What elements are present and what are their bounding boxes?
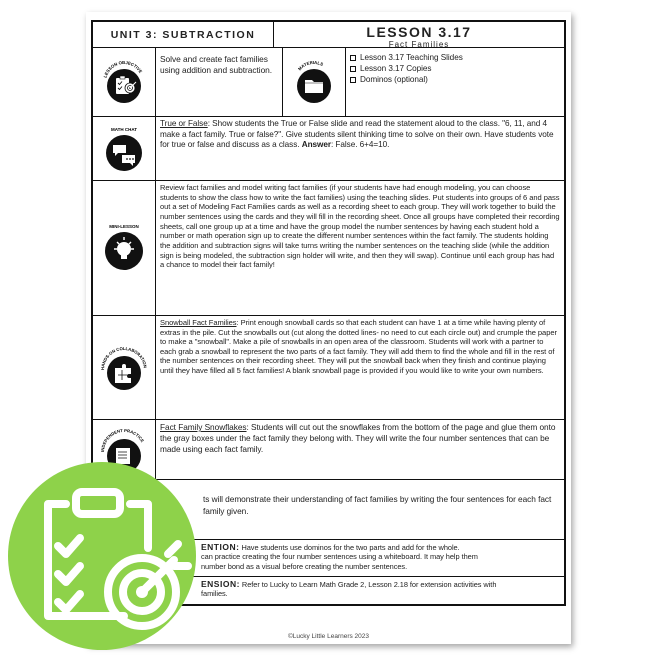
materials-icon <box>287 55 341 109</box>
svg-text:MINI-LESSON: MINI-LESSON <box>109 224 139 229</box>
checkbox-icon <box>350 77 356 83</box>
hands-on-title: Snowball Fact Families <box>160 318 237 327</box>
mini-lesson-row <box>93 181 564 316</box>
hands-on-text: Snowball Fact Families: Print enough snowball cards so that each student can have 1 at a time while having plenty of extras in the pile. Cut the snowballs out (cut along the dotted lines- no need to cut each circle out) and crumple the paper to make a "snowball". Make a pile of snowballs in an open area of the classroom. Students will work with a partner to each grab a snowball to represent the two parts of a fact family. They will add them to find the whole and fill in the rest of the number sentences on their recording sheet. They will put the snowball back when they finish and continue playing until they have filled all 5 fact families! A blank snowball page is provided if you would like to write your own numbers. <box>160 318 557 375</box>
extension-text: ENSION: Refer to Lucky to Learn Math Grade 2, Lesson 2.18 for extension activities with families. <box>201 579 497 599</box>
independent-practice-text: Fact Family Snowflakes: Students will cut out the snowflakes from the bottom of the page and glue them onto the gray boxes under the fact family they belong with. They will write the four number sentences that can be made using each fact family. <box>160 422 556 454</box>
objective-icon-cell <box>93 48 156 116</box>
lesson-title-block <box>274 22 564 47</box>
materials-icon-cell <box>283 48 346 116</box>
svg-text:LESSON OBJECTIVE: LESSON OBJECTIVE <box>102 59 144 79</box>
unit-title: UNIT 3: SUBTRACTION <box>93 22 274 47</box>
header-row <box>93 22 564 48</box>
copyright-footer: ©Lucky Little Learners 2023 <box>287 633 370 640</box>
intervention-label: ENTION: <box>201 542 240 552</box>
svg-text:MATH CHAT: MATH CHAT <box>110 126 138 132</box>
svg-text:MATERIALS: MATERIALS <box>296 59 325 72</box>
chat-bubbles-icon <box>97 122 151 176</box>
lightbulb-icon <box>96 220 152 276</box>
materials-item: Lesson 3.17 Copies <box>350 63 560 74</box>
hands-on-icon-cell <box>93 316 156 419</box>
math-chat-title: True or False <box>160 119 208 128</box>
materials-list <box>346 48 564 116</box>
materials-item: Lesson 3.17 Teaching Slides <box>350 52 560 63</box>
objective-row <box>93 48 564 117</box>
lesson-topic: Fact Families <box>388 40 450 49</box>
intervention-text: ENTION: Have students use dominos for the two parts and add for the whole. can practice creating the four number sentences using a whiteboard. It may help them number bond as a visual before creating the number sentences. <box>201 542 478 571</box>
mini-lesson-text: Review fact families and model writing fact families (if your students have had enough modeling, you can choose students to show the class how to write the fact families) using the teaching slides. Put students into groups of 6 and pass out a set of Modeling Fact Families cards as well as a recording sheet to each group. They will work together to build the number sentences using the cards and they will fill in the recording sheet. Once all groups have completed their recording sheets, call one group up at a time and have the group model the number sentences by having each student hold a number or math operation sign up to create the different number sentences within the fact family. The students holding the addition and subtraction signs will take turns writing the number sentences on the teaching slide (while the addition sign is being modeled, the subtraction sign holder will write, and then they will swap). Continue until each group has had a chance to model their fact family! <box>160 183 560 270</box>
puzzle-hands-icon <box>96 340 152 396</box>
checkbox-icon <box>350 66 356 72</box>
svg-text:INDEPENDENT PRACTICE: INDEPENDENT PRACTICE <box>99 427 146 452</box>
materials-item: Dominos (optional) <box>350 74 560 85</box>
lesson-number: LESSON 3.17 <box>366 24 472 40</box>
math-chat-text: True or False: Show students the True or False slide and read the statement aloud to the class. "6, 11, and 4 make a fact family. True or false?". Give students silent thinking time to solve on their own. Have students vote for true or false and discuss as a class. Answer: False. 6+4=10. <box>160 119 554 150</box>
svg-text:HANDS-ON COLLABORATION: HANDS-ON COLLABORATION <box>99 345 148 370</box>
lesson-plan-badge <box>8 462 196 650</box>
objective-icon <box>97 55 151 109</box>
math-chat-row <box>93 117 564 181</box>
objective-text: Solve and create fact families using addition and subtraction. <box>156 48 283 116</box>
clipboard-target-icon <box>8 462 196 650</box>
hands-on-row <box>93 316 564 420</box>
extension-label: ENSION: <box>201 579 240 589</box>
checkbox-icon <box>350 55 356 61</box>
math-chat-icon-cell <box>93 117 156 180</box>
mini-lesson-icon-cell <box>93 181 156 315</box>
independent-title: Fact Family Snowflakes <box>160 422 247 432</box>
assessment-text: ts will demonstrate their understanding of fact families by writing the four sentences for each fact family given. <box>203 494 552 516</box>
